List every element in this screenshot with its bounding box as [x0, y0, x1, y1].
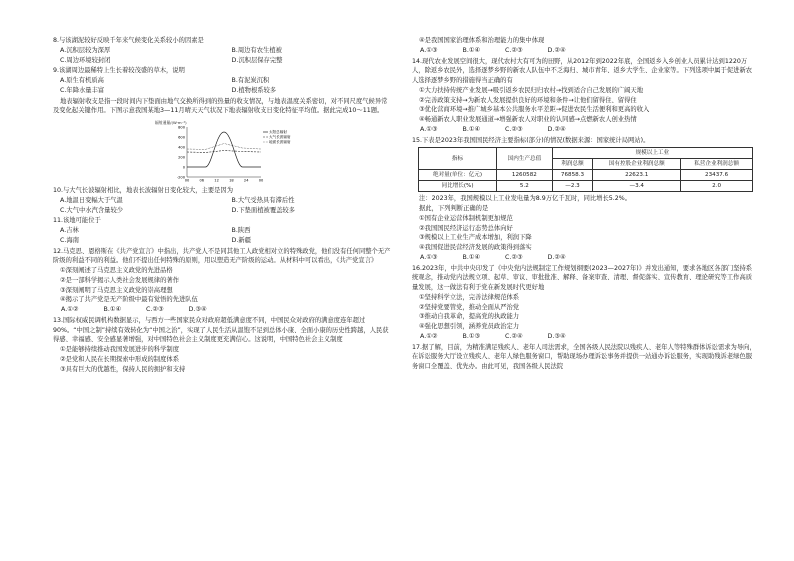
option-c[interactable]: C.②③: [505, 46, 523, 54]
option-c[interactable]: C.②③: [146, 306, 164, 313]
legend-label: 太阳总辐射: [269, 130, 287, 134]
legend-label: 地面长波辐射: [269, 140, 291, 144]
statement-3: ③规模以上工业生产成本增加，利润下降: [419, 234, 532, 242]
economy-table: [418, 147, 753, 192]
y-tick-label: 200: [178, 155, 185, 160]
statement-4: ④我国促进民营经济发展的政策得到落实: [419, 244, 532, 251]
option-d[interactable]: D.③④: [547, 332, 566, 340]
option-b[interactable]: B.①④: [462, 125, 481, 133]
x-tick-label: 00: [184, 178, 190, 183]
header-gdp: 国内生产总值: [497, 148, 553, 170]
header-industry: 规模以上工业: [552, 148, 752, 159]
question-stem: 15.下表是2023年我国国民经济主要指标(部分)的情况(数据来源：国家统计局网站)。: [412, 136, 650, 144]
option-d[interactable]: D.②④: [547, 253, 566, 261]
series-line: [187, 151, 261, 153]
option-a[interactable]: A.①③: [420, 125, 438, 133]
header-private-profit: 私营企业利润总额: [681, 159, 753, 170]
option-c[interactable]: C.②③: [505, 125, 523, 133]
option-b[interactable]: B.①③: [462, 332, 481, 340]
option-d[interactable]: D.②④: [547, 46, 566, 54]
x-tick-label: 00: [258, 178, 264, 183]
option-a[interactable]: A.地温日变幅大于气温: [60, 196, 123, 204]
question-stem: 9.该湖周边最稀特上生长着较茂盛的草木，说明: [53, 67, 185, 75]
table-note: 注：2023年，我国规模以上工业发电量为8.9万亿千瓦时，同比增长5.2%。: [419, 195, 632, 203]
question-10: [53, 186, 393, 215]
statement-2: ②是党和人民在长期探索中形成的制度体系: [60, 355, 179, 363]
question-11: [53, 216, 393, 245]
header-profit: 利润总额: [552, 159, 593, 170]
statement-4: ④是我国国家治理体系和治理能力的集中体现: [419, 37, 545, 44]
table-cell: 同比增长(%): [419, 181, 497, 192]
statement-2: ②是一部科学揭示人类社会发展规律的著作: [60, 276, 179, 284]
option-b[interactable]: B.周边有农生植被: [231, 46, 282, 54]
option-d[interactable]: D.下垫面植被覆盖较多: [231, 206, 296, 214]
x-tick-label: 24: [243, 178, 249, 183]
question-15: [412, 136, 757, 263]
statement-1: ①深刻阐述了马克思主义政党的先进品格: [60, 267, 173, 274]
statement-4: ④揭示了共产党是无产阶级中最有觉悟的先进队伍: [60, 296, 198, 304]
statement-2: ②完善政策支持→为新农人发展提供良好的环境和条件→让他们留得住、留得住: [419, 96, 637, 104]
option-c[interactable]: C.周边环境较封闭: [60, 56, 111, 64]
right-column: [412, 36, 757, 372]
option-d[interactable]: D.②④: [547, 125, 566, 133]
question-12: [53, 247, 393, 315]
question-stem: 10.与大气长波辐射相比，地表长波辐射日变化较大，主要是因为: [53, 187, 234, 194]
statement-1: ①大力扶持传统产业发展→吸引返乡农民归归农村→找到适合自己发展的广阔天地: [419, 86, 643, 94]
question-8: [53, 36, 393, 65]
radiation-chart: [153, 119, 293, 183]
question-13: [53, 316, 393, 375]
table-cell: —2.3: [552, 181, 593, 192]
table-cell: 23437.6: [681, 170, 753, 181]
question-stem: 14.现代农业发展空间很大，现代农村大有可为的田野，从2012年到2022年底，全国返乡入乡创业人员累计达到1220万人，除返乡农民外，选择逐梦乡野的新农人队伍中不乏海归、城市青年、返乡大学生、企业家等。下列选项中属于促进新农人选择逐梦乡野的措施得当正确的有: [412, 57, 753, 84]
option-b[interactable]: B.有泥炭沉积: [231, 77, 270, 84]
question-stem: 13.国际权威民调机构数据显示，与西方一些国家民众对政府超低满意度不同，中国民众对政府的满意度连年超过90%。“中国之制”持续有效转化为“中国之治”，实现了人民生活从温饱不足到总体小康、全面小康的历史性跨越，人民获得感、幸福感、安全感显著增强，对中国特色社会主义制度更充满信心。这说明，中国特色社会主义制度: [53, 316, 389, 344]
question-stem: 17.据了解，目前，为精准满足残疾人、老年人司法需求，全国各级人民法院以残疾人、老年人等特殊群体诉讼需求为导向，在诉讼服务大厅设立残疾人、老年人绿色服务窗口，帮助现场办理诉讼事务并提供一站通办诉讼服务，实现助残诉老绿色服务窗口全覆盖、优先办。由此可见，我国各级人民法院: [412, 343, 756, 370]
option-d[interactable]: D.植物根系较多: [231, 86, 277, 94]
option-a[interactable]: A.①②: [61, 306, 79, 313]
radiation-passage: 地表辐射收支是指一段时间内下垫面由地气交换所得到的热量的收支情况，与地表温度关系密切，对不同尺度气候异常及变化起关键作用。下图示意我国某地3—11月晴天天气状况下地表辐射收支日变化特征平均值。据此完成10～11题。: [53, 97, 388, 115]
option-c[interactable]: C.海南: [60, 236, 79, 244]
question-stem: 8.与该湖泥较好反映千年来气候变化关系较小的因素是: [53, 37, 204, 44]
left-column: [53, 36, 393, 374]
question-hint: 据此，下列判断正确的是: [419, 205, 489, 212]
statement-1: ①坚持科学立法，完善法律规范体系: [419, 293, 520, 301]
table-cell: 绝对量(单位：亿元): [419, 170, 497, 181]
table-row: [419, 181, 753, 192]
option-c[interactable]: C.大气中水汽含量较少: [60, 206, 124, 214]
option-d[interactable]: D.新疆: [231, 236, 251, 244]
x-tick-label: 12: [214, 178, 219, 183]
series-line: [187, 144, 261, 150]
table-cell: 5.2: [497, 181, 553, 192]
statement-3: ③优化营商环境→推广城乡基本公共服务水平差距→促进农民生活便利和更高的收入: [419, 106, 650, 114]
option-a[interactable]: A.①②: [420, 332, 438, 340]
series-line: [187, 132, 261, 167]
y-axis-label: 辐射通量/(W·m⁻²): [155, 120, 187, 125]
statement-2: ②我国国民经济运行态势总体向好: [419, 224, 513, 232]
question-stem: 12.马克思、恩格斯在《共产党宣言》中指出，共产党人不是同其他工人政党相对立的特殊政党，他们没有任何同整个无产阶级的利益不同的利益。他们不提出任何特殊的原则，用以塑造无产阶级的运动。从材料中可以看出，《共产党宣言》: [53, 247, 391, 265]
option-a[interactable]: A.吉林: [60, 227, 79, 234]
table-cell: 22623.1: [593, 170, 681, 181]
option-b[interactable]: B.①④: [462, 46, 481, 54]
option-c[interactable]: C.②④: [505, 332, 523, 340]
legend-label: 大气长波辐射: [269, 135, 291, 139]
option-c[interactable]: C.②③: [505, 253, 523, 261]
statement-3: ③具有巨大的优越性，保持人民的拥护和支持: [60, 365, 186, 373]
option-a[interactable]: A.沉积层较为深厚: [60, 46, 111, 54]
question-stem: 11.该地可能位于: [53, 217, 101, 225]
option-b[interactable]: B.①④: [103, 306, 122, 313]
question-17: [412, 343, 757, 372]
question-14: [412, 57, 757, 135]
statement-4: ④强化思想引领，涵养党员政治定力: [419, 323, 520, 330]
table-cell: 76858.3: [552, 170, 593, 181]
table-row: [419, 170, 753, 181]
header-indicator: 指标: [419, 148, 497, 170]
y-tick-label: 800: [178, 125, 185, 130]
statement-3: ③推动自我革命，提高党的执政能力: [419, 313, 520, 321]
table-cell: 2.0: [681, 181, 753, 192]
x-tick-label: 18: [229, 178, 234, 183]
option-b[interactable]: B.①④: [462, 253, 481, 261]
statement-1: ①是能够持续推动我国发展进步的科学制度: [60, 346, 179, 353]
question-stem: 16.2023年，中共中央印发了《中央党内法规制定工作规划纲要(2023—2027年)》并发出通知，要求各地区各部门坚持系统观念，推动党内法规立项、起草、审议、审批批准、解释、备案审查、清理、督促落实、宣传教育、理论研究等工作高质量发展，这一做法有利于党在新发展时代更好地: [412, 264, 753, 291]
table-cell: 1260582: [497, 170, 553, 181]
option-d[interactable]: D.③④: [188, 306, 207, 313]
x-tick-label: 06: [199, 178, 205, 183]
option-a[interactable]: A.①③: [420, 46, 438, 54]
y-tick-label: -200: [176, 175, 185, 180]
question-16: [412, 264, 757, 342]
question-9: [53, 66, 393, 95]
header-soe-profit: 国有控股企业利润总额: [593, 159, 681, 170]
y-tick-label: 600: [178, 135, 185, 140]
option-a[interactable]: A.原生有机质高: [60, 77, 104, 84]
statement-1: ①国有企业运营体制机制更加规范: [419, 214, 513, 222]
option-c[interactable]: C.年降水量丰富: [60, 86, 105, 94]
statement-4: ④畅通新农人职业发展通道→增强新农人对职业的认同感→点燃新农人创业热情: [419, 116, 637, 123]
option-a[interactable]: A.①③: [420, 253, 438, 261]
y-tick-label: 400: [178, 145, 185, 150]
question-13-continued: [412, 36, 757, 56]
option-b[interactable]: B.陕西: [231, 227, 251, 234]
statement-3: ③深刻阐明了马克思主义政党的崇高理想: [60, 286, 173, 294]
y-tick-label: 0: [182, 165, 185, 170]
option-b[interactable]: B.大气受热具有滞后性: [231, 196, 295, 204]
table-cell: —3.4: [593, 181, 681, 192]
option-d[interactable]: D.沉积层保存完整: [231, 56, 283, 64]
statement-2: ②坚持党要管党，推动全面从严治党: [419, 303, 520, 311]
